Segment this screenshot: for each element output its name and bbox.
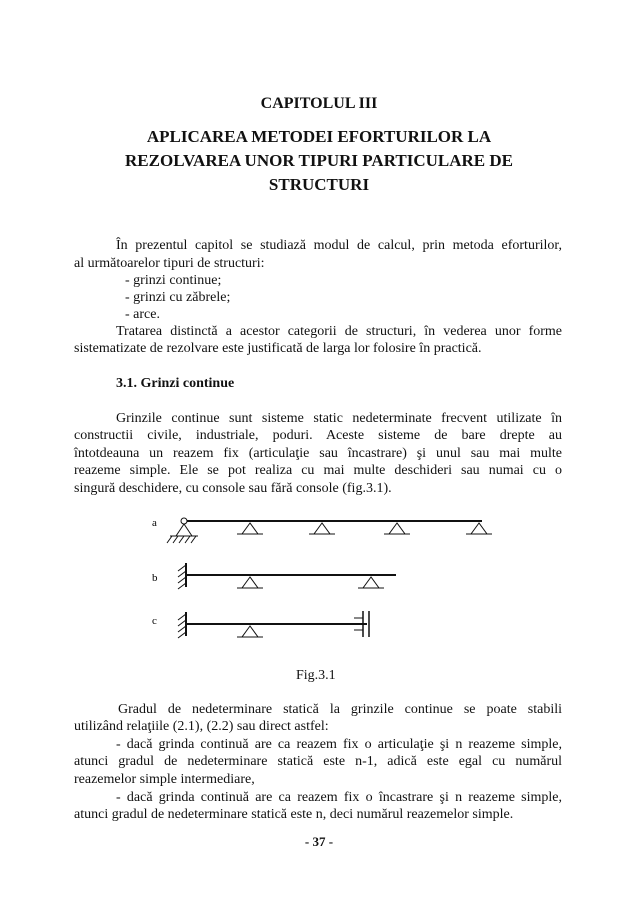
roller-support-icon bbox=[358, 577, 384, 588]
para6-line-1: - dacă grinda continuă are ca reazem fix o încastrare şi n reazeme simple, bbox=[116, 790, 562, 805]
section-heading: 3.1. Grinzi continue bbox=[116, 376, 235, 391]
roller-support-icon bbox=[466, 523, 492, 534]
fixed-support-icon bbox=[178, 563, 186, 589]
para4-line-2: utilizând relaţiile (2.1), (2.2) sau direct astfel: bbox=[74, 719, 329, 734]
para5-line-2: atunci gradul de nedeterminare statică este n-1, adică este egal cu numărul bbox=[74, 754, 562, 769]
roller-support-icon bbox=[309, 523, 335, 534]
figure-label-b: b bbox=[152, 572, 158, 584]
para3-line-5: singură deschidere, cu console sau fără console (fig.3.1). bbox=[74, 481, 392, 496]
para4-line-1: Gradul de nedeterminare statică la grinzile continue se poate stabili bbox=[118, 702, 562, 717]
roller-support-icon bbox=[237, 577, 263, 588]
para2-line-2: sistematizate de rezolvare este justificată de larga lor folosire în practică. bbox=[74, 341, 482, 356]
list-item: - arce. bbox=[125, 307, 160, 322]
intro-line-1: În prezentul capitol se studiază modul de calcul, prin metoda eforturilor, bbox=[116, 238, 562, 253]
list-item: - grinzi cu zăbrele; bbox=[125, 290, 231, 305]
chapter-title-line-3: STRUCTURI bbox=[268, 175, 370, 194]
para5-line-1: - dacă grinda continuă are ca reazem fix o articulaţie şi n reazeme simple, bbox=[116, 737, 562, 752]
chapter-heading: CAPITOLUL III bbox=[260, 95, 378, 112]
list-item: - grinzi continue; bbox=[125, 273, 222, 288]
figure-caption: Fig.3.1 bbox=[296, 668, 336, 683]
page-number: - 37 - bbox=[304, 834, 334, 849]
para3-line-4: reazeme simple. Ele se pot realiza cu mai multe deschideri sau numai cu o bbox=[74, 463, 562, 478]
para3-line-2: constructii civile, industriale, poduri. Aceste sisteme de bare drepte au bbox=[74, 428, 562, 443]
para5-line-3: reazemelor simple intermediare, bbox=[74, 772, 255, 787]
para3-line-1: Grinzile continue sunt sisteme static nedeterminate frecvent utilizate în bbox=[116, 411, 562, 426]
para2-line-1: Tratarea distinctă a acestor categorii de structuri, în vederea unor forme bbox=[116, 324, 562, 339]
chapter-title-line-1: APLICAREA METODEI EFORTURILOR LA bbox=[146, 127, 492, 146]
intro-line-2: al următoarelor tipuri de structuri: bbox=[74, 256, 265, 271]
fixed-support-icon bbox=[178, 612, 186, 638]
figure-label-c: c bbox=[152, 615, 157, 627]
para3-line-3: întotdeauna un reazem fix (articulaţie sau încastrare) şi unul sau mai multe bbox=[74, 446, 562, 461]
figure-label-a: a bbox=[152, 517, 157, 529]
figure-continuous-beams bbox=[0, 510, 638, 650]
roller-support-icon bbox=[237, 523, 263, 534]
para6-line-2: atunci gradul de nedeterminare statică este n, deci numărul reazemelor simple. bbox=[74, 807, 514, 822]
chapter-title-line-2: REZOLVAREA UNOR TIPURI PARTICULARE DE bbox=[125, 151, 513, 170]
roller-support-icon bbox=[237, 626, 263, 637]
roller-support-icon bbox=[384, 523, 410, 534]
